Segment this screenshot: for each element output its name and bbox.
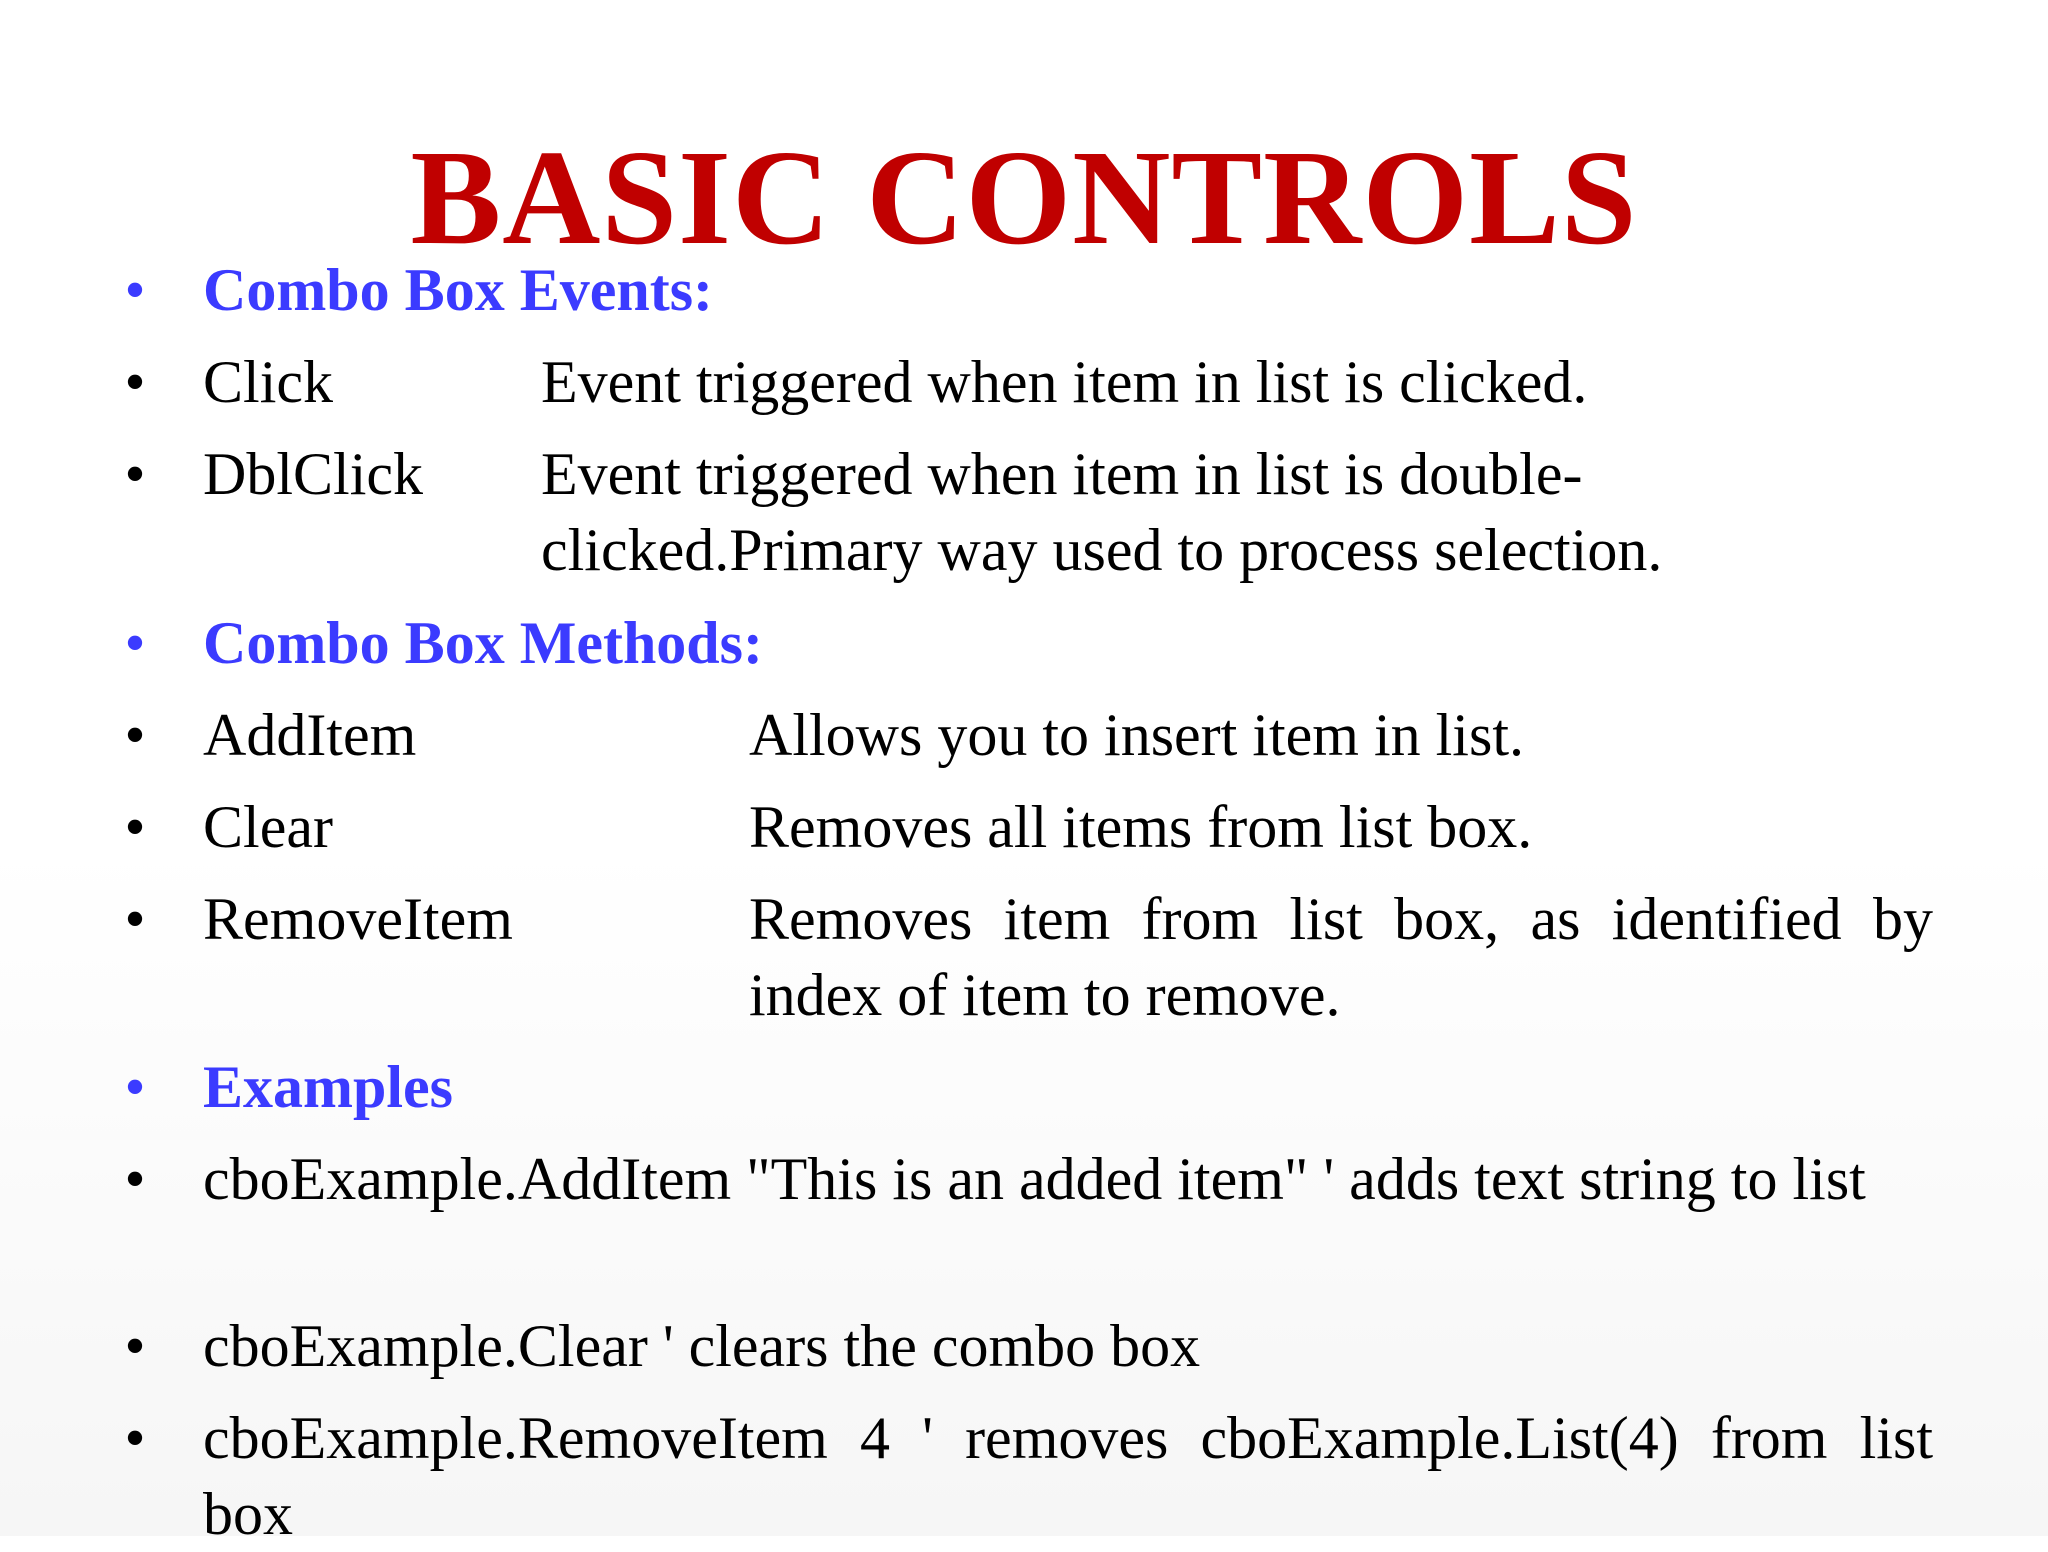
- method-description: Allows you to insert item in list.: [749, 702, 1524, 768]
- method-description: Removes item from list box, as identified by index of item to remove.: [749, 886, 1933, 1028]
- bullet: •: [124, 1313, 146, 1379]
- events-heading: Combo Box Events:: [203, 257, 714, 323]
- bullet: •: [124, 702, 146, 768]
- example-code: cboExample.RemoveItem 4 ' removes cboExample.List(4) from list box: [203, 1405, 1933, 1547]
- event-term: DblClick: [203, 441, 423, 507]
- bullet: •: [124, 1405, 146, 1471]
- bullet: •: [124, 257, 146, 323]
- bullet: •: [124, 886, 146, 952]
- example-code: cboExample.AddItem "This is an added item" ' adds text string to list: [203, 1146, 1866, 1212]
- event-description-line: clicked.Primary way used to process selection.: [541, 517, 1663, 583]
- methods-heading: Combo Box Methods:: [203, 610, 764, 676]
- bullet: •: [124, 794, 146, 860]
- bullet: •: [124, 610, 146, 676]
- bullet: •: [124, 1146, 146, 1212]
- event-description-line: Event triggered when item in list is double-: [541, 441, 1583, 507]
- slide-title: BASIC CONTROLS: [410, 123, 1638, 273]
- example-code: cboExample.Clear ' clears the combo box: [203, 1313, 1201, 1379]
- method-term: Clear: [203, 794, 333, 860]
- examples-heading: Examples: [203, 1054, 454, 1120]
- method-term: AddItem: [203, 702, 417, 768]
- bullet: •: [124, 1054, 146, 1120]
- method-term: RemoveItem: [203, 886, 513, 952]
- method-description: Removes all items from list box.: [749, 794, 1533, 860]
- event-term: Click: [203, 349, 333, 415]
- bullet: •: [124, 441, 146, 507]
- bullet: •: [124, 349, 146, 415]
- event-description: Event triggered when item in list is clicked.: [541, 349, 1588, 415]
